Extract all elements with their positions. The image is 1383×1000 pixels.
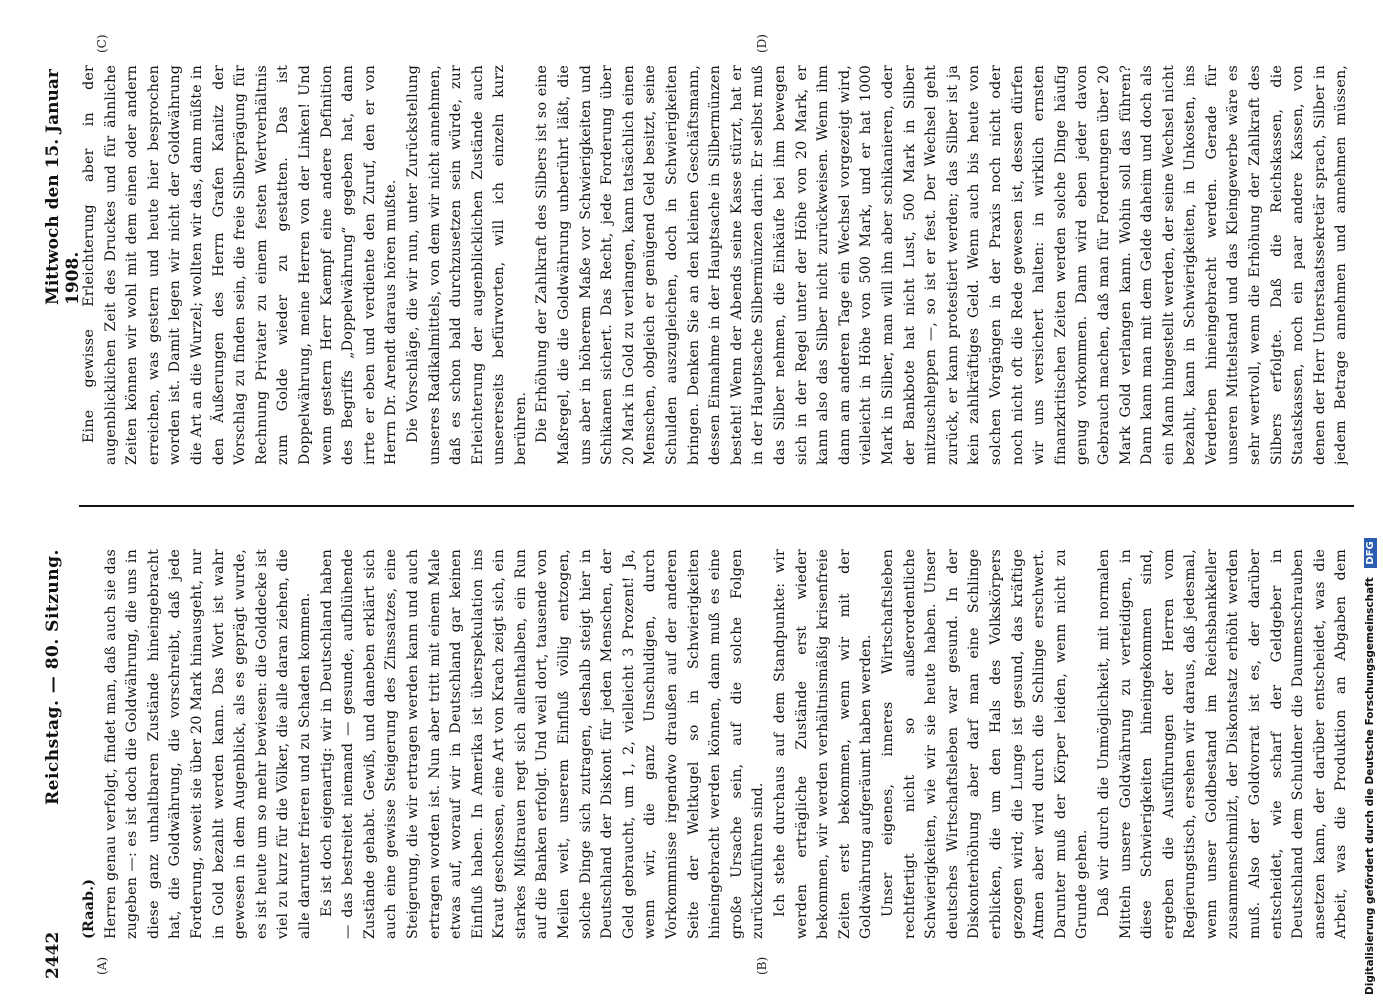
paragraph: Ich stehe durchaus auf dem Standpunkte: wir werden erträgliche Zustände erst wieder bekommen, wir werden verhältnismäßig krisenfreie Zeiten erst bekommen, wenn wir mit der Goldwährung aufgeräumt haben werden.: [772, 549, 875, 939]
page-number: 2442: [43, 931, 63, 979]
paragraph: Die Erhöhung der Zahlkraft des Silbers ist so eine Maßregel, die die Goldwährung unberührt läßt, die uns aber in höherem Maße vor Schwierigkeiten und Schikanen sichert. Das Recht, jede Forderung über 20 Mark in Gold zu verlangen, kann tatsächlich einen Menschen, obgleich er genügend Geld besitzt, seine Schulden auszugleichen, doch in Schwierigkeiten bringen. Denken Sie an den kleinen Geschäftsmann, dessen Einnahme in der Hauptsache in Silbermünzen besteht! Wenn der Abends seine Kasse stürzt, hat er in der Hauptsache Silbermünzen darin. Er selbst muß das Silber nehmen, die Einkäufe bei ihm bewegen sich in der Regel unter der Höhe von 20 Mark, er kann also das Silber nicht zurückweisen. Wenn ihm dann am anderen Tage ein Wechsel vorgezeigt wird, vielleicht in Höhe von 500 Mark, und er hat 1000 Mark in Silber, man will ihn aber schikanieren, oder der Bankbote hat nicht Lust, 500 Mark in Silber mitzuschleppen —, so ist er fest. Der Wechsel geht zurück, er kann protestiert werden; das Silber ist ja kein zahlkräftiges Geld. Wenn auch bis heute von solchen Vorgängen in der Praxis noch nicht oder noch nicht oft die Rede gewesen ist, dessen dürfen wir uns versichert halten: in wirklich ernsten finanzkritischen Zeiten werden solche Dinge häufig genug vorkommen. Dann wird eben jeder davon Gebrauch machen, daß man für Forderungen über 20 Mark Gold verlangen kann. Wohin soll das führen? Dann kann man mit dem Gelde daheim und doch als ein Mann hingestellt werden, der seine Wechsel nicht bezahlt, kann in Schwierigkeiten, in Unkosten, ins Verderben hineingebracht werden. Gerade für unseren Mittelstand und das Kleingewerbe wäre es sehr wertvoll, wenn die Erhöhung der Zahlkraft des Silbers erfolgte. Daß die Reichskassen, die Staatskassen, noch ein paar andere Kassen, von denen der Herr Unterstaatssekretär sprach, Silber in jedem Betrage annehmen und annehmen müssen,: [534, 65, 1350, 465]
paragraph: Unser eigenes, inneres Wirtschaftsleben rechtfertigt nicht so außerordentliche Schwierigkeiten, wie wir sie heute haben. Unser deutsches Wirtschaftsleben war gesund. In der Diskonterhöhung aber darf man eine Schlinge erblicken, die um den Hals des Volkskörpers gezogen wird; die Lunge ist gesund, das kräftige Atmen aber wird durch die Schlinge erschwert. Darunter muß der Körper leiden, wenn nicht zu Grunde gehen.: [879, 549, 1091, 939]
margin-mark-a: (A): [95, 956, 109, 975]
digitization-credit: [1364, 538, 1377, 995]
page-header: [35, 25, 83, 985]
paragraph: Herren genau verfolgt, findet man, daß auch sie das zugeben —: es ist doch die Goldwährung, die uns in diese ganz unhaltbaren Zustände hineingebracht hat, die Goldwährung, die vorschreibt, daß jede Forderung, soweit sie über 20 Mark hinausgeht, nur in Gold bezahlt werden kann. Das Wort ist wahr gewesen in dem Augenblick, als es geprägt wurde, es ist heute um so mehr bewiesen: die Golddecke ist viel zu kurz für die Völker, die alle daran ziehen, die alle darunter frieren und zu Schaden kommen.: [102, 549, 313, 939]
left-text-column: [79, 549, 1354, 939]
session-title: Reichstag. — 80. Sitzung.: [43, 549, 63, 805]
rotated-document-page: [35, 25, 1365, 985]
paragraph: Es ist doch eigenartig: wir in Deutschland haben — das bestreitet niemand — gesunde, aufblühende Zustände gehabt. Gewiß, und daneben erklärt sich auch eine gewisse Steigerung des Zinssatzes, eine Steigerung, die wir ertragen werden kann und auch ertragen worden ist. Nun aber tritt mit einem Male etwas auf, worauf wir in Deutschland gar keinen Einfluß haben. In Amerika ist überspekulation ins Kraut geschossen, eine Art von Krach zeigt sich, ein starkes Mißtrauen regt sich allenthalben, ein Run auf die Banken erfolgt. Und weil dort, tausende von Meilen weit, unserem Einfluß völlig entzogen, solche Dinge sich zutragen, deshalb steigt hier in Deutschland der Diskont für jeden Menschen, der Geld gebraucht, um 1, 2, vielleicht 3 Prozent! Ja, wenn wir, die ganz Unschuldigen, durch Vorkommnisse irgendwo draußen auf der anderen Seite der Weltkugel so in Schwierigkeiten hineingebracht werden können, dann muß es eine große Ursache sein, auf die solche Folgen zurückzuführen sind.: [318, 549, 767, 939]
column-divider: [79, 505, 1354, 507]
margin-mark-d: (D): [755, 34, 769, 53]
right-text-column: [79, 65, 1354, 465]
paragraph: Eine gewisse Erleichterung aber in der augenblicklichen Zeit des Druckes und für ähnliche Zeiten können wir wohl mit dem einen oder andern erreichen, was gestern und heute hier besprochen worden ist. Damit legen wir nicht der Goldwährung die Art an die Wurzel; wollten wir das, dann müßte in den Äußerungen des Herrn Grafen Kanitz der Vorschlag zu finden sein, die freie Silberprägung für Rechnung Privater zu einem festen Wertverhältnis zum Golde wieder zu gestatten. Das ist Doppelwährung, meine Herren von der Linken! Und wenn gestern Herr Kaempf eine andere Definition des Begriffs „Doppelwährung“ gegeben hat, dann irrte er eben und verdiente den Zuruf, den er von Herrn Dr. Arendt daraus hören mußte.: [81, 65, 400, 465]
speaker-label: (Raab.): [81, 878, 97, 939]
margin-mark-c: (C): [95, 34, 109, 53]
dfg-logo: DFG: [1364, 538, 1377, 567]
session-date: Mittwoch den 15. Januar 1908.: [43, 69, 83, 305]
margin-mark-b: (B): [755, 956, 769, 975]
paragraph: Die Vorschläge, die wir nun, unter Zurückstellung unseres Radikalmittels, von dem wir nicht annehmen, daß es schon bald durchzusetzen sein würde, zur Erleichterung der augenblicklichen Zustände auch unsererseits befürworten, will ich einzeln kurz berühren.: [404, 65, 529, 465]
credit-text: Digitalisierung gefördert durch die Deutsche Forschungsgemeinschaft: [1364, 577, 1376, 995]
paragraph: Daß wir durch die Unmöglichkeit, mit normalen Mitteln unsere Goldwährung zu verteidigen, in diese Schwierigkeiten hineingekommen sind, ergeben die Ausführungen der Herren vom Regierungstisch, ersehen wir daraus, daß jedesmal, wenn unser Goldbestand im Reichsbankkeller zusammenschmilzt, der Diskontsatz erhöht werden muß. Also der Goldvorrat ist es, der darüber entscheidet, wie scharf der Geldgeber in Deutschland dem Schuldner die Daumenschrauben ansetzen kann, der darüber entscheidet, was die Arbeit, was die Produktion an Abgaben dem: [1095, 549, 1350, 939]
